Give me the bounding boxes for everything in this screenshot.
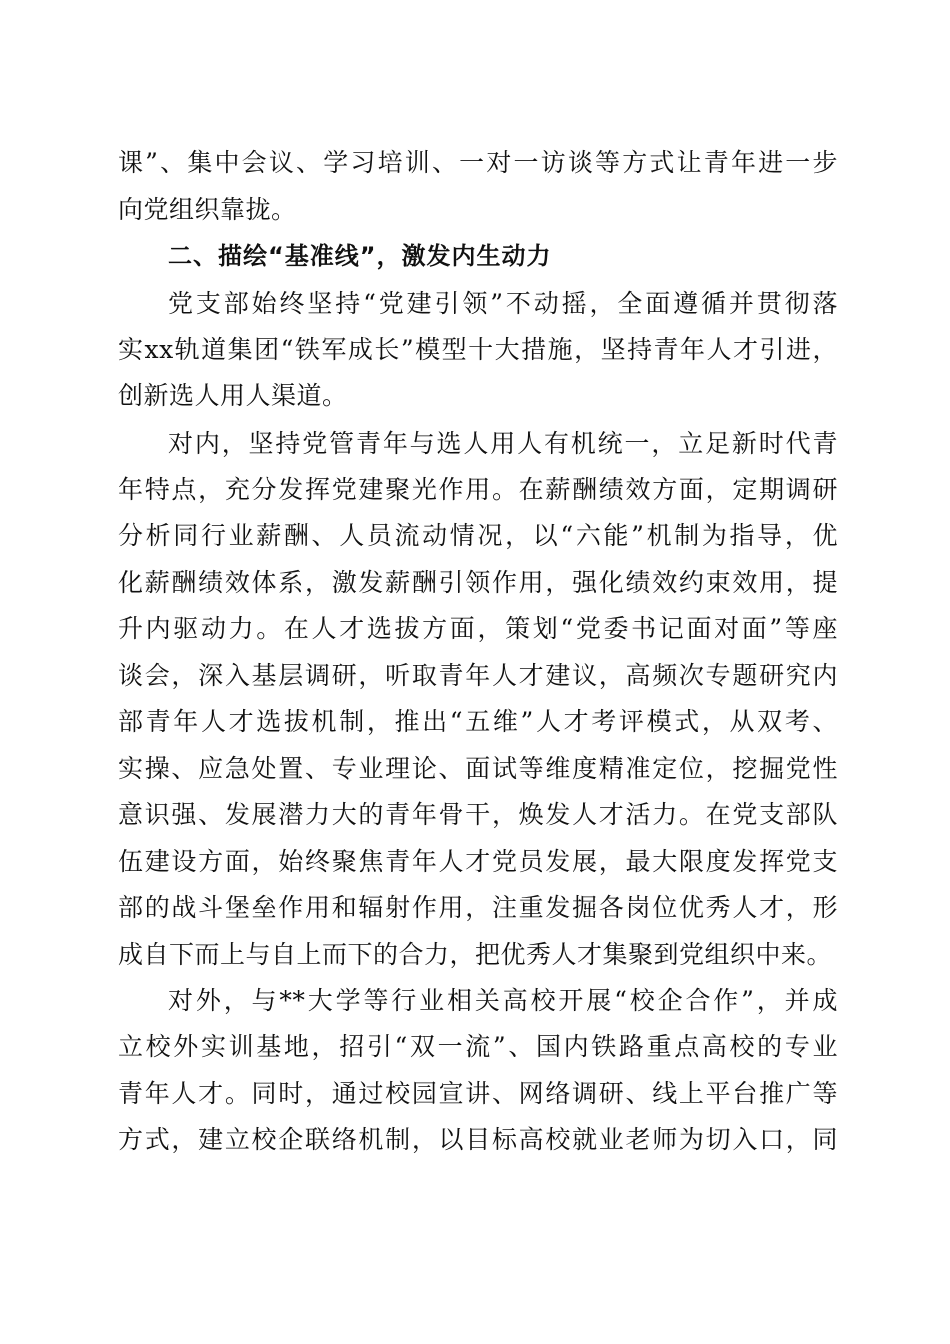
body-text-line: 向党组织靠拢。: [118, 195, 297, 224]
paragraph-first-line: 对外，与**大学等行业相关高校开展“校企合作”，并成: [168, 986, 838, 1015]
body-text-line: 分析同行业薪酬、人员流动情况，以“六能”机制为指导，优: [118, 521, 838, 550]
body-text-line: 伍建设方面，始终聚焦青年人才党员发展，最大限度发挥党支: [118, 847, 838, 876]
body-text-line: 立校外实训基地，招引“双一流”、国内铁路重点高校的专业: [118, 1032, 838, 1061]
body-text-line: 方式，建立校企联络机制，以目标高校就业老师为切入口，同: [118, 1125, 838, 1154]
body-text-line: 课”、集中会议、学习培训、一对一访谈等方式让青年进一步: [118, 148, 838, 177]
body-text-line: 实xx轨道集团“铁军成长”模型十大措施，坚持青年人才引进，: [118, 335, 838, 364]
body-text-line: 年特点，充分发挥党建聚光作用。在薪酬绩效方面，定期调研: [118, 475, 838, 504]
paragraph-first-line: 党支部始终坚持“党建引领”不动摇，全面遵循并贯彻落: [168, 289, 838, 318]
section-heading: 二、描绘“基准线”，激发内生动力: [168, 242, 552, 270]
body-text-line: 谈会，深入基层调研，听取青年人才建议，高频次专题研究内: [118, 661, 838, 690]
body-text-line: 升内驱动力。在人才选拔方面，策划“党委书记面对面”等座: [118, 614, 838, 643]
body-text-line: 创新选人用人渠道。: [118, 381, 348, 410]
body-text-line: 青年人才。同时，通过校园宣讲、网络调研、线上平台推广等: [118, 1079, 838, 1108]
body-text-line: 部的战斗堡垒作用和辐射作用，注重发掘各岗位优秀人才，形: [118, 893, 838, 922]
body-text-line: 部青年人才选拔机制，推出“五维”人才考评模式，从双考、: [118, 707, 838, 736]
body-text-line: 意识强、发展潜力大的青年骨干，焕发人才活力。在党支部队: [118, 800, 838, 829]
body-text-line: 化薪酬绩效体系，激发薪酬引领作用，强化绩效约束效用，提: [118, 568, 838, 597]
body-text-line: 实操、应急处置、专业理论、面试等维度精准定位，挖掘党性: [118, 754, 838, 783]
body-text-line: 成自下而上与自上而下的合力，把优秀人才集聚到党组织中来。: [118, 940, 833, 969]
paragraph-first-line: 对内，坚持党管青年与选人用人有机统一，立足新时代青: [168, 429, 838, 458]
